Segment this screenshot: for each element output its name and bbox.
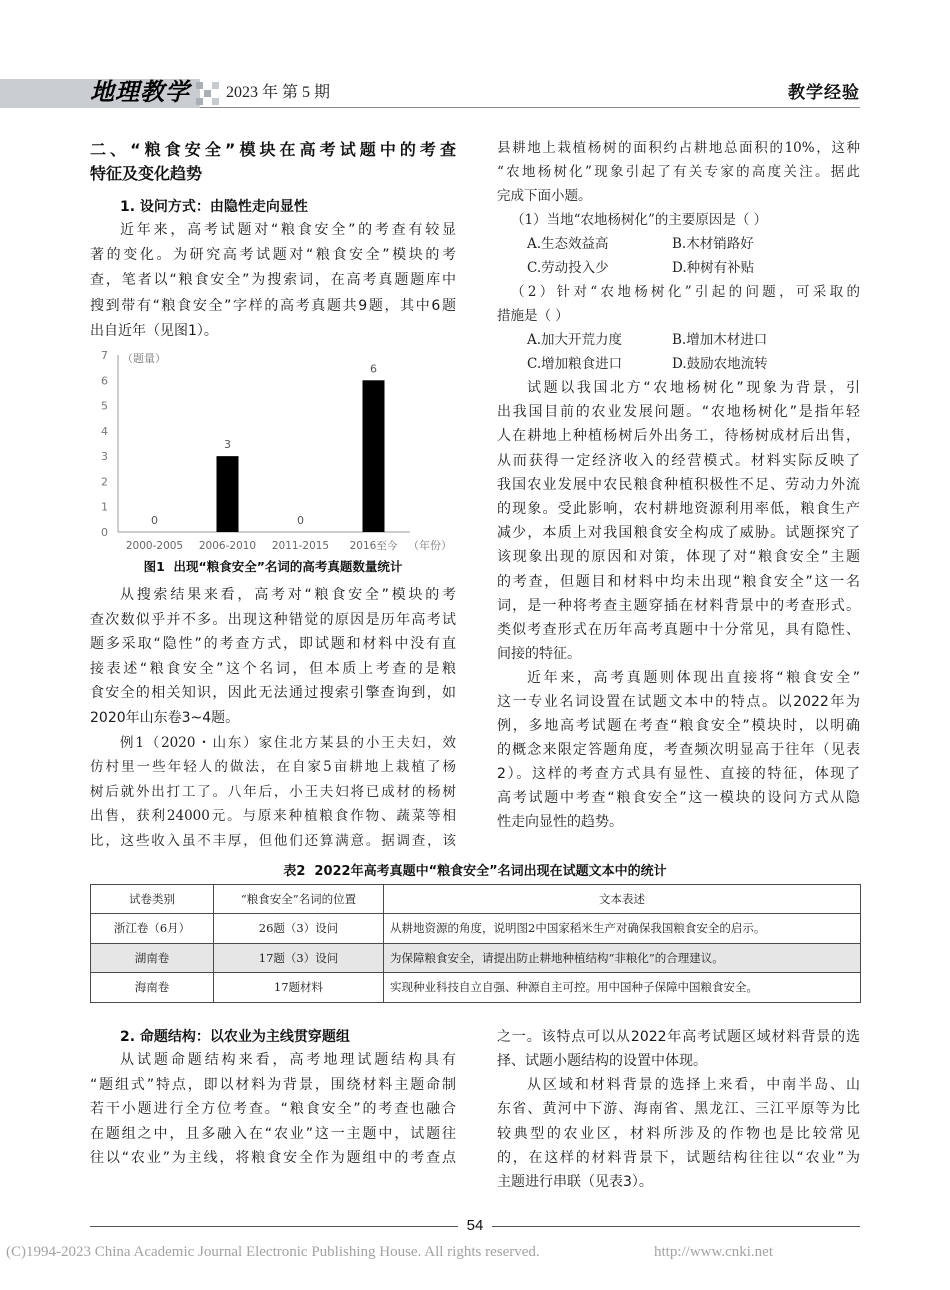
subheading-text: 2. 命题结构：以农业为主线贯穿题组 [120,1029,350,1045]
paragraph [90,218,456,344]
y-tick-label: 5 [101,399,108,413]
body-line: 主题进行串联（见表3）。 [497,1174,653,1190]
body-line: 接表述“粮食安全”这个名词，但本质上考查的是粮 [90,660,456,677]
decor-square [196,98,203,105]
example-line: 例1（2020・山东）家住北方某县的小王夫妇，效 [120,735,456,751]
data-label: 0 [151,514,158,527]
subheading-1 [90,195,456,219]
copyright-notice: (C)1994-2023 China Academic Journal Electronic Publishing House. All rights reserved. [6,1244,540,1260]
example-line: 完成下面小题。 [497,188,592,204]
decor-squares [196,82,220,106]
decor-square [204,90,211,97]
cnki-url: http://www.cnki.net [654,1244,774,1260]
y-tick-label: 4 [101,424,108,438]
bar-2006-2010 [217,456,239,532]
example-line: 比，这些收入虽不丰厚，但他们还算满意。据调查，该 [90,832,456,849]
table-cell: 湖南卷 [91,943,214,973]
body-line: 的概念来限定答题角度，考查频次明显高于往年（见表 [497,742,860,758]
body-line: 减少，本质上对我国粮食安全构成了威胁。试题探究了 [497,525,860,542]
y-tick-label: 6 [101,374,108,388]
y-tick-label: 0 [101,526,108,539]
body-line: 若干小题进行全方位考查。“粮食安全”的考查也融合 [90,1101,456,1117]
footer-rule-left [90,1226,458,1227]
body-line: 从试题命题结构来看，高考地理试题结构具有 [120,1052,456,1068]
table-header-cell: 试卷类别 [91,885,214,914]
body-line: “题组式”特点，即以材料为背景，围绕材料主题命制 [90,1076,456,1093]
option-c: C.增加粮食进口 [527,356,623,372]
body-line: 搜到带有“粮食安全”字样的高考真题共9题，其中6题 [90,297,456,314]
heading-line: 二、“粮食安全”模块在高考试题中的考查 [90,140,456,159]
paragraph [497,1073,860,1194]
options-row [497,352,860,376]
body-line: 查，笔者以“粮食安全”为搜索词，在高考真题题库中 [90,272,456,289]
body-line: 2020年山东卷3~4题。 [90,709,240,726]
x-category-label: 2011-2015 [271,540,330,552]
y-tick-label: 7 [101,349,108,362]
options-row [497,232,860,256]
option-b: B.增加木材进口 [672,332,768,348]
body-line: 较典型的农业区，材料所涉及的作物也是比较常见 [497,1125,860,1142]
body-line: 近年来，高考试题对“粮食安全”的考查有较显 [120,222,456,238]
table-cell: 海南卷 [91,973,214,1003]
data-label: 6 [370,362,377,376]
body-line: 的现象。受此影响，农村耕地资源利用率低，粮食生产 [497,501,860,518]
body-line: 这一专业名词设置在试题文本中的特点。以2022年为 [497,694,860,710]
example-1-continued [497,136,860,376]
column-name: 教学经验 [788,83,860,103]
option-d: D.种树有补贴 [672,260,755,276]
body-line: 从搜索结果来看，高考对“粮食安全”模块的考 [120,587,456,603]
body-line: 从而获得一定经济收入的经营模式。材料实际反映了 [497,452,860,469]
body-line: 之一。该特点可以从2022年高考试题区域材料背景的选 [497,1029,860,1045]
section-heading [90,138,456,186]
table-caption: 表2 2022年高考真题中“粮食安全”名词出现在试题文本中的统计 [283,864,667,879]
x-category-label: 2006-2010 [198,540,257,552]
example-1 [90,731,456,853]
option-a: A.生态效益高 [527,236,609,252]
question-2: 措施是（ ） [497,308,569,324]
body-line: 查次数似乎并不多。出现这种错觉的原因是历年高考试 [90,611,456,628]
data-label: 0 [297,514,304,527]
body-line: 在题组之中，且多融入在“农业”这一主题中，试题往 [90,1125,456,1142]
journal-logo: 地理教学 [90,77,190,106]
subheading-2 [90,1025,456,1049]
body-line: 择、试题小题结构的设置中体现。 [497,1053,707,1070]
bar-2016至今 [363,380,385,532]
table-row [91,973,861,1003]
option-b: B.木材销路好 [672,236,754,252]
page-number: 54 [466,1217,484,1234]
body-line: 人在耕地上种植杨树后外出务工，待杨树成材后出售， [497,428,860,445]
question-2: （2）针对“农地杨树化”引起的问题，可采取的 [511,284,860,300]
paragraph [497,666,860,834]
table-cell: 26题（3）设问 [214,914,384,944]
decor-square [212,82,219,89]
body-line: 著的变化。为研究高考试题对“粮食安全”模块的考 [90,247,456,264]
options-row [497,328,860,352]
y-axis-title: （题量） [122,352,166,365]
figure-caption: 图1 出现“粮食安全”名词的高考真题数量统计 [143,559,403,574]
example-line: 树后就外出打工了。八年后，小王夫妇将已成材的杨树 [90,783,456,800]
decor-square [196,82,203,89]
option-a: A.加大开荒力度 [527,332,623,348]
option-c: C.劳动投入少 [527,260,609,276]
body-line: 出我国目前的农业发展问题。“农地杨树化”是指年轻 [497,404,860,421]
table-cell: 17题（3）设问 [214,943,384,973]
body-line: 词，是一种将考查主题穿插在材料背景中的考查形式。 [497,597,860,614]
body-line: 东省、黄河中下游、海南省、黑龙江、三江平原等为比 [497,1101,860,1118]
body-line: 2）。这样的考查方式具有显性、直接的特征，体现了 [497,766,860,782]
example-line: 县耕地上栽植杨树的面积约占耕地总面积的10%，这种 [497,140,860,156]
table-cell: 17题材料 [214,973,384,1003]
table-2 [90,884,861,1003]
body-line: 高考试题中考查“粮食安全”这一模块的设问方式从隐 [497,790,860,806]
y-tick-label: 1 [101,500,108,514]
table-header-cell: “粮食安全”名词的位置 [214,885,384,914]
paragraph [497,1025,860,1073]
body-line: 类似考查形式在历年高考真题中十分常见，具有隐性、 [497,622,860,639]
heading-line: 特征及变化趋势 [90,164,203,183]
body-line: 题多采取“隐性”的考查方式，即试题和材料中没有直 [90,636,456,652]
body-line: 例，多地高考试题在考查“粮食安全”模块时，以明确 [497,718,860,734]
body-line: 我国农业发展中农民粮食种植积极性不足、劳动力外流 [497,476,860,493]
table-cell: 为保障粮食安全，请提出防止耕地种植结构“非粮化”的合理建议。 [384,943,861,973]
paragraph [90,1048,456,1171]
body-line: 食安全的相关知识，因此无法通过搜索引擎查询到，如 [90,685,456,701]
data-label: 3 [224,438,231,452]
subheading-text: 1. 设问方式：由隐性走向显性 [120,199,308,215]
header-rule [200,107,860,108]
table-row [91,943,861,973]
options-row [497,256,860,280]
paragraph [497,376,860,666]
table-row [91,914,861,944]
table-cell: 从耕地资源的角度，说明图2中国家稻米生产对确保我国粮食安全的启示。 [384,914,861,944]
issue-label: 2023 年 第 5 期 [226,84,331,101]
body-line: 该现象出现的原因和对策，体现了对“粮食安全”主题 [497,549,860,566]
x-axis-title: （年份） [408,539,452,552]
option-d: D.鼓励农地流转 [672,356,768,372]
body-line: 的，在这样的材料背景下，试题结构往往以“农业”为 [497,1149,860,1166]
y-tick-label: 3 [101,450,108,464]
body-line: 从区域和材料背景的选择上来看，中南半岛、山 [527,1077,860,1093]
body-line: 近年来，高考真题则体现出直接将“粮食安全” [527,670,860,686]
x-category-label: 2016至今 [349,540,398,552]
example-line: 出售，获利24000元。与原来种植粮食作物、蔬菜等相 [90,808,456,825]
footer-rule-right [492,1226,860,1227]
body-line: 出自近年（见图1）。 [90,322,218,339]
body-line: 性走向显性的趋势。 [497,814,623,830]
body-line: 往以“农业”为主线，将粮食安全作为题组中的考查点 [90,1150,456,1166]
body-line: 试题以我国北方“农地杨树化”现象为背景，引 [527,380,860,396]
body-line: 的考查，但题目和材料中均未出现“粮食安全”这一名 [497,573,860,590]
example-line: 仿村里一些年轻人的做法，在自家5亩耕地上栽植了杨 [90,759,456,776]
figure-1-bar-chart [90,345,456,557]
example-line: “农地杨树化”现象引起了有关专家的高度关注。据此 [497,164,860,180]
decor-square [212,98,219,105]
question-1: （1）当地“农地杨树化”的主要原因是（ ） [511,212,768,228]
table-header-row [91,885,861,914]
body-line: 间接的特征。 [497,646,581,663]
table-cell: 浙江卷（6月） [91,914,214,944]
table-header-cell: 文本表述 [384,885,861,914]
x-category-label: 2000-2005 [125,540,184,552]
y-tick-label: 2 [101,475,108,489]
table-cell: 实现种业科技自立自强、种源自主可控。用中国种子保障中国粮食安全。 [384,973,861,1003]
paragraph [90,583,456,730]
